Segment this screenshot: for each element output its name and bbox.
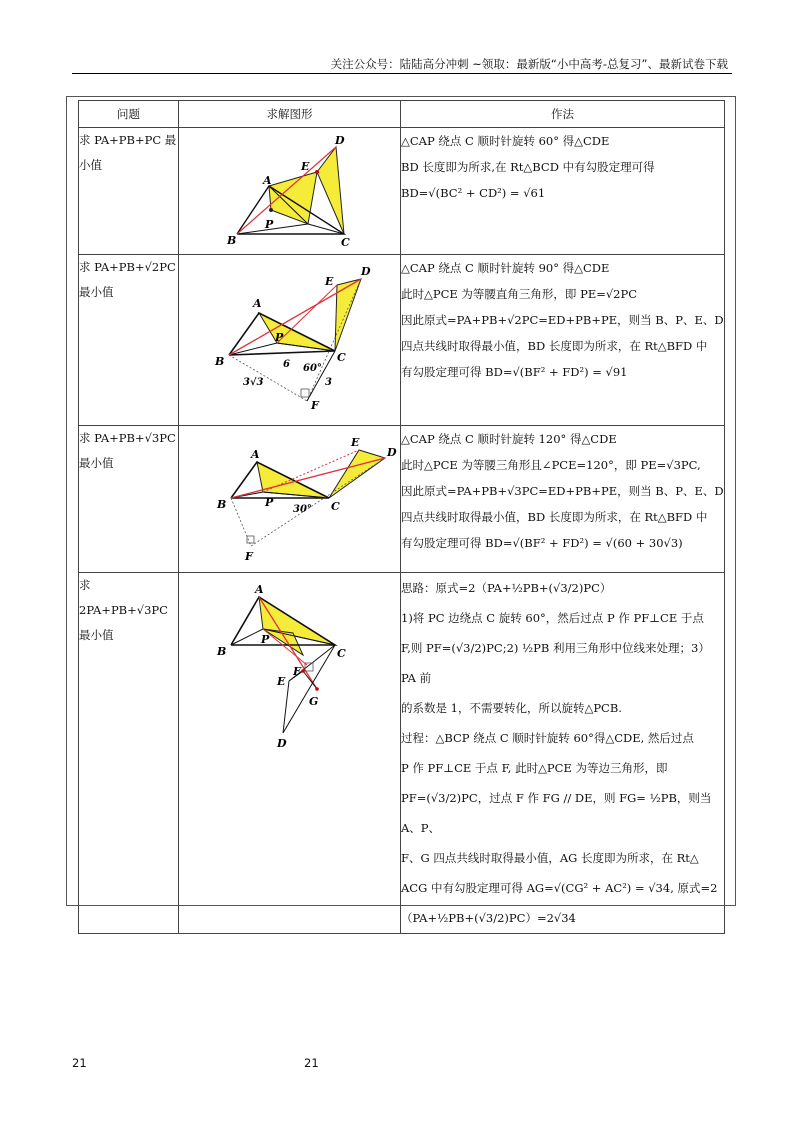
method-line: ACG 中有勾股定理可得 AG=√(CG² + AC²) = √34, 原式=2 xyxy=(401,881,718,895)
table-row xyxy=(79,426,725,573)
header-problem: 问题 xyxy=(79,101,179,128)
label-C: C xyxy=(337,351,346,364)
problem-line: 最小值 xyxy=(79,628,114,642)
figure-cell xyxy=(179,255,401,426)
header-figure: 求解图形 xyxy=(179,101,401,128)
label-B: B xyxy=(227,234,237,247)
label-6: 6 xyxy=(283,359,290,370)
label-P: P xyxy=(275,331,284,344)
method-line: △CAP 绕点 C 顺时针旋转 90° 得△CDE xyxy=(401,261,610,275)
label-D: D xyxy=(387,446,397,459)
method-line: F,则 PF=(√3/2)PC;2) ½PB 利用三角形中位线来处理；3）PA 前 xyxy=(401,641,710,685)
label-E: E xyxy=(351,436,360,449)
method-line: （PA+½PB+(√3/2)PC）=2√34 xyxy=(401,911,576,925)
label-F: F xyxy=(245,550,253,563)
label-P: P xyxy=(261,633,270,646)
figure-3 xyxy=(179,426,401,572)
problem-cell: 求 PA+PB+√3PC 最小值 xyxy=(79,426,179,573)
method-line: 过程：△BCP 绕点 C 顺时针旋转 60°得△CDE, 然后过点 xyxy=(401,731,694,745)
table-header-row xyxy=(79,101,725,128)
figure-1 xyxy=(179,128,401,254)
label-G: G xyxy=(309,695,319,708)
label-E: E xyxy=(301,160,310,173)
label-P: P xyxy=(265,496,274,509)
method-line: 思路：原式=2（PA+½PB+(√3/2)PC） xyxy=(401,581,612,595)
method-line: 有勾股定理可得 BD=√(BF² + FD²) = √91 xyxy=(401,365,628,379)
label-E: E xyxy=(325,275,334,288)
figure-cell xyxy=(179,426,401,573)
figure-cell xyxy=(179,573,401,934)
method-line: 的系数是 1，不需要转化，所以旋转△PCB. xyxy=(401,701,622,715)
header-method: 作法 xyxy=(401,101,725,128)
method-line: 因此原式=PA+PB+√2PC=ED+PB+PE，则当 B、P、E、D xyxy=(401,313,724,327)
label-C: C xyxy=(341,236,350,249)
method-line: 有勾股定理可得 BD=√(BF² + FD²) = √(60 + 30√3) xyxy=(401,536,683,550)
label-D: D xyxy=(335,134,345,147)
label-F: F xyxy=(293,665,301,678)
label-B: B xyxy=(217,645,227,658)
method-line: △CAP 绕点 C 顺时针旋转 60° 得△CDE xyxy=(401,134,610,148)
label-30deg: 30° xyxy=(293,504,312,515)
label-A: A xyxy=(263,174,272,187)
method-cell xyxy=(401,128,725,255)
label-E: E xyxy=(277,675,286,688)
method-line: 因此原式=PA+PB+√3PC=ED+PB+PE，则当 B、P、E、D xyxy=(401,484,724,498)
method-line: 此时△PCE 为等腰三角形且∠PCE=120°，即 PE=√3PC, xyxy=(401,458,701,472)
method-line: F、G 四点共线时取得最小值，AG 长度即为所求，在 Rt△ xyxy=(401,851,699,865)
label-A: A xyxy=(255,583,264,596)
problem-cell: 求 PA+PB+√2PC 最小值 xyxy=(79,255,179,426)
page-number-left: 21 xyxy=(72,1056,87,1070)
method-line: 四点共线时取得最小值，BD 长度即为所求，在 Rt△BFD 中 xyxy=(401,339,708,353)
label-D: D xyxy=(277,737,287,750)
method-line: 1)将 PC 边绕点 C 旋转 60°，然后过点 P 作 PF⊥CE 于点 xyxy=(401,611,704,625)
figure-cell xyxy=(179,128,401,255)
method-line: BD=√(BC² + CD²) = √61 xyxy=(401,186,546,200)
method-cell xyxy=(401,426,725,573)
page-number-center: 21 xyxy=(304,1056,319,1070)
problem-line: 2PA+PB+√3PC xyxy=(79,603,168,617)
problem-cell: 求 PA+PB+PC 最小值 xyxy=(79,128,179,255)
table-row xyxy=(79,255,725,426)
method-cell xyxy=(401,573,725,934)
problem-line: 求 xyxy=(79,578,91,592)
table-row xyxy=(79,128,725,255)
page-header: 关注公众号：陆陆高分冲刺 ~领取：最新版“小中高考-总复习”、最新试卷下载 xyxy=(330,57,728,71)
label-C: C xyxy=(331,500,340,513)
label-C: C xyxy=(337,647,346,660)
method-line: BD 长度即为所求,在 Rt△BCD 中有勾股定理可得 xyxy=(401,160,655,174)
method-line: △CAP 绕点 C 顺时针旋转 120° 得△CDE xyxy=(401,432,617,446)
label-60deg: 60° xyxy=(303,363,322,374)
label-D: D xyxy=(361,265,371,278)
figure-2 xyxy=(179,255,401,425)
label-B: B xyxy=(215,355,225,368)
label-P: P xyxy=(265,218,274,231)
method-line: PF=(√3/2)PC，过点 F 作 FG // DE，则 FG= ½PB，则当 A、P、 xyxy=(401,791,712,835)
label-B: B xyxy=(217,498,227,511)
method-line: 此时△PCE 为等腰直角三角形，即 PE=√2PC xyxy=(401,287,638,301)
method-cell xyxy=(401,255,725,426)
method-line: 四点共线时取得最小值，BD 长度即为所求，在 Rt△BFD 中 xyxy=(401,510,708,524)
table-row xyxy=(79,573,725,934)
header-rule xyxy=(72,73,732,74)
label-A: A xyxy=(253,297,262,310)
method-line: P 作 PF⊥CE 于点 F, 此时△PCE 为等边三角形，即 xyxy=(401,761,668,775)
label-F: F xyxy=(311,399,319,412)
label-3root3: 3√3 xyxy=(243,377,264,388)
problem-cell xyxy=(79,573,179,934)
figure-4 xyxy=(179,573,401,897)
label-A: A xyxy=(251,448,260,461)
label-3: 3 xyxy=(325,377,332,388)
method-table xyxy=(78,100,725,934)
